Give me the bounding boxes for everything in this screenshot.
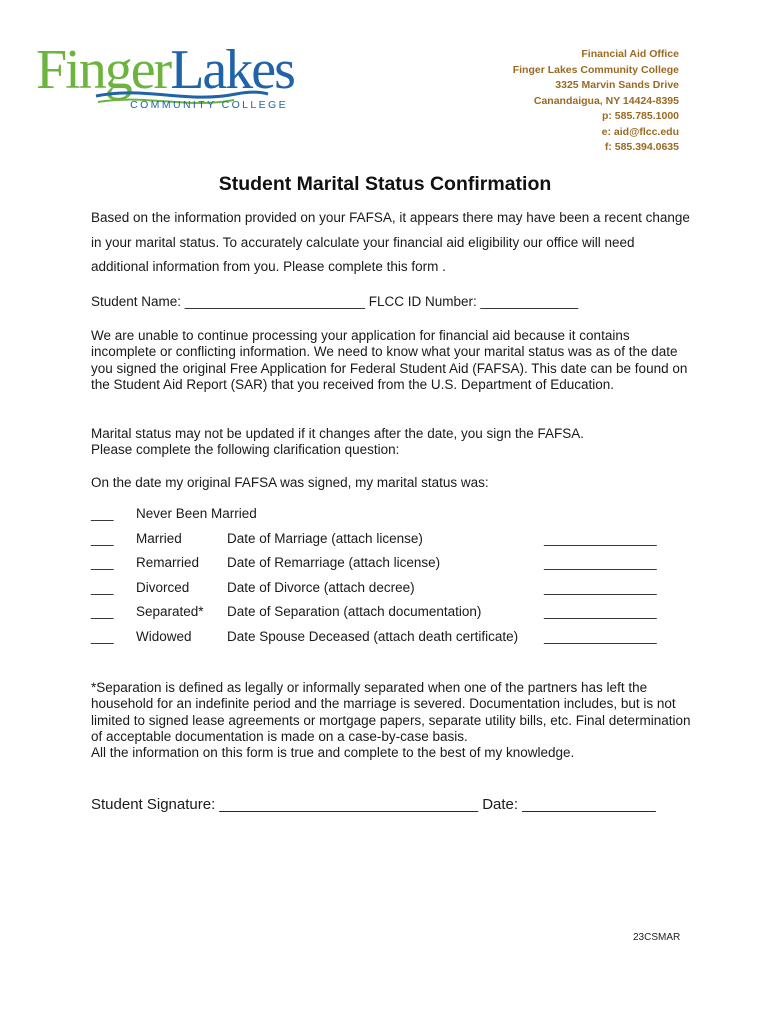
attestation-statement: All the information on this form is true and complete to the best of my knowledge. bbox=[91, 745, 575, 761]
student-name-id-line[interactable]: Student Name: ________________________ FLCC ID Number: _____________ bbox=[91, 294, 579, 309]
clarification-question: On the date my original FAFSA was signed, my marital status was: bbox=[91, 475, 489, 490]
option-status-label: Divorced bbox=[136, 579, 190, 595]
option-checkbox-blank[interactable]: ___ bbox=[91, 555, 114, 570]
option-date-label: Date of Divorce (attach decree) bbox=[227, 579, 415, 595]
office-street: 3325 Marvin Sands Drive bbox=[555, 79, 679, 91]
separation-footnote: *Separation is defined as legally or informally separated when one of the partners has left the household for an indefinite period and the marriage is severed. Documentation includes, but is not limited to signed lease agreements or mortgage papers, separate utility bills, etc. Final determination of acceptable documentation is made on a case-by-case basis. bbox=[91, 680, 691, 744]
intro-paragraph: Based on the information provided on your FAFSA, it appears there may have been a recent change in your marital status. To accurately calculate your financial aid eligibility our office will need additional information from you. Please complete this form . bbox=[91, 210, 690, 274]
status-note-paragraph bbox=[91, 426, 691, 459]
option-row-widowed bbox=[91, 629, 671, 654]
option-row-remarried bbox=[91, 555, 671, 580]
logo-wordmark: FingerLakes bbox=[36, 39, 294, 101]
office-fax: f: 585.394.0635 bbox=[604, 141, 679, 153]
office-name: Financial Aid Office bbox=[581, 48, 679, 60]
office-college: Finger Lakes Community College bbox=[512, 63, 679, 76]
option-status-label: Remarried bbox=[136, 555, 200, 570]
option-date-label: Date of Separation (attach documentation) bbox=[227, 604, 482, 619]
logo-subtitle: COMMUNITY COLLEGE bbox=[130, 99, 288, 111]
page-title: Student Marital Status Confirmation bbox=[218, 173, 552, 195]
option-date-field[interactable]: _______________ bbox=[544, 628, 657, 644]
option-checkbox-blank[interactable]: ___ bbox=[91, 506, 114, 521]
option-date-field[interactable]: _______________ bbox=[544, 604, 657, 619]
footnote-block bbox=[91, 680, 691, 761]
office-email[interactable]: e: aid@flcc.edu bbox=[601, 125, 679, 138]
option-status-label: Never Been Married bbox=[136, 506, 257, 521]
option-date-field[interactable]: _______________ bbox=[544, 555, 657, 570]
status-note-line-1: Marital status may not be updated if it changes after the date, you sign the FAFSA. bbox=[91, 426, 585, 441]
status-note-line-2: Please complete the following clarification question: bbox=[91, 442, 400, 458]
option-row-never-married bbox=[91, 506, 671, 531]
option-status-label: Married bbox=[136, 530, 182, 546]
option-date-label: Date Spouse Deceased (attach death certificate) bbox=[227, 628, 519, 644]
option-row-separated bbox=[91, 604, 671, 629]
flcc-logo bbox=[36, 39, 296, 118]
office-city: Canandaigua, NY 14424-8395 bbox=[533, 94, 679, 107]
processing-paragraph: We are unable to continue processing your application for financial aid because it contains incomplete or conflicting information. We need to know what your marital status was as of the date you signed the original Free Application for Federal Student Aid (FAFSA). This date can be found on the Student Aid Report (SAR) that you received from the U.S. Department of Education. bbox=[91, 328, 688, 392]
marital-status-options bbox=[91, 506, 671, 653]
option-checkbox-blank[interactable]: ___ bbox=[91, 579, 114, 595]
office-address-block bbox=[513, 47, 679, 156]
option-date-label: Date of Marriage (attach license) bbox=[227, 530, 423, 546]
option-checkbox-blank[interactable]: ___ bbox=[91, 530, 114, 546]
option-checkbox-blank[interactable]: ___ bbox=[91, 604, 114, 619]
option-date-field[interactable]: _______________ bbox=[544, 530, 657, 546]
option-status-label: Widowed bbox=[136, 628, 192, 644]
signature-date-line[interactable]: Student Signature: _______________________________ Date: ________________ bbox=[91, 796, 656, 813]
option-status-label: Separated* bbox=[136, 604, 204, 619]
option-date-label: Date of Remarriage (attach license) bbox=[227, 555, 441, 570]
option-date-field[interactable]: _______________ bbox=[544, 579, 657, 595]
office-phone: p: 585.785.1000 bbox=[601, 110, 679, 122]
form-code: 23CSMAR bbox=[633, 932, 681, 943]
option-row-divorced bbox=[91, 580, 671, 605]
option-row-married bbox=[91, 531, 671, 556]
option-checkbox-blank[interactable]: ___ bbox=[91, 628, 114, 644]
